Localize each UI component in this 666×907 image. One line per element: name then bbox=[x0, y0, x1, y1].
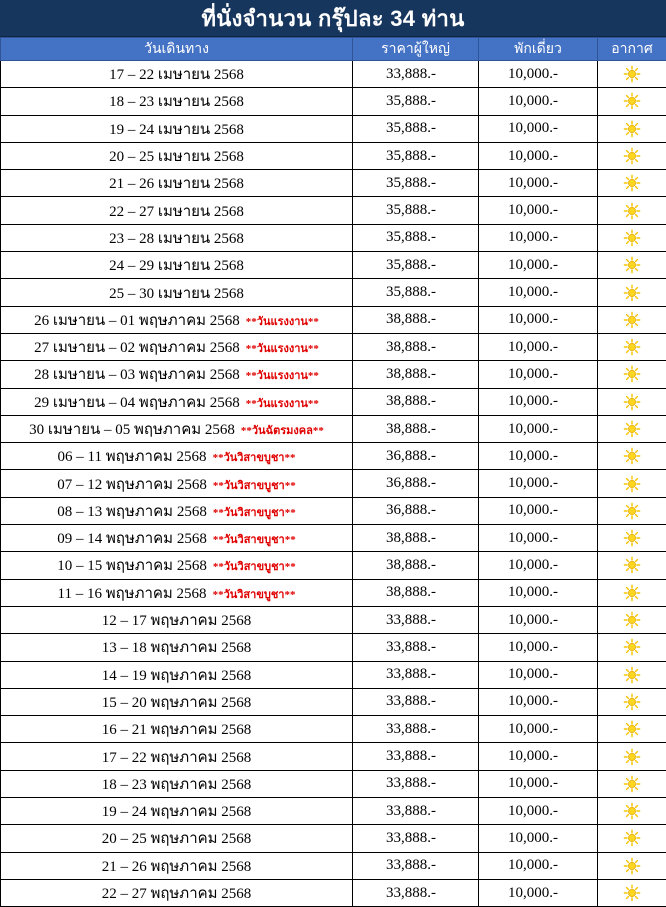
single-supplement: 10,000.- bbox=[479, 748, 558, 764]
single-supplement: 10,000.- bbox=[479, 502, 558, 518]
travel-date: 06 – 11 พฤษภาคม 2568 bbox=[58, 449, 207, 465]
travel-date-cell bbox=[1, 61, 353, 88]
weather-cell bbox=[598, 825, 666, 852]
table-row bbox=[1, 852, 666, 879]
table-row bbox=[1, 525, 666, 552]
sun-icon bbox=[623, 666, 641, 684]
sun-icon bbox=[623, 311, 641, 329]
weather-cell bbox=[598, 852, 666, 879]
single-supplement: 10,000.- bbox=[479, 885, 558, 901]
travel-date: 16 – 21 พฤษภาคม 2568 bbox=[102, 722, 252, 738]
single-supplement: 10,000.- bbox=[479, 666, 558, 682]
travel-date: 20 – 25 พฤษภาคม 2568 bbox=[102, 831, 252, 847]
adult-price: 36,888.- bbox=[353, 502, 436, 518]
single-supplement-cell bbox=[479, 497, 598, 524]
table-row bbox=[1, 361, 666, 388]
weather-cell bbox=[598, 688, 666, 715]
adult-price-cell bbox=[353, 470, 479, 497]
travel-date-cell bbox=[1, 197, 353, 224]
travel-date-cell bbox=[1, 770, 353, 797]
adult-price: 35,888.- bbox=[353, 148, 436, 164]
single-supplement: 10,000.- bbox=[479, 857, 558, 873]
single-supplement: 10,000.- bbox=[479, 366, 558, 382]
travel-date: 18 – 23 พฤษภาคม 2568 bbox=[102, 777, 252, 793]
sun-icon bbox=[623, 775, 641, 793]
table-row bbox=[1, 388, 666, 415]
sun-icon bbox=[623, 748, 641, 766]
sun-icon bbox=[623, 475, 641, 493]
holiday-note: **วันวิสาขบูชา** bbox=[213, 507, 296, 519]
travel-date-cell bbox=[1, 688, 353, 715]
travel-date-cell bbox=[1, 497, 353, 524]
travel-date: 10 – 15 พฤษภาคม 2568 bbox=[57, 558, 207, 574]
single-supplement-cell bbox=[479, 852, 598, 879]
single-supplement: 10,000.- bbox=[479, 584, 558, 600]
adult-price: 33,888.- bbox=[353, 775, 436, 791]
sun-icon bbox=[623, 365, 641, 383]
travel-date: 21 – 26 เมษายน 2568 bbox=[109, 176, 244, 192]
adult-price: 33,888.- bbox=[353, 885, 436, 901]
adult-price-cell bbox=[353, 388, 479, 415]
adult-price-cell bbox=[353, 552, 479, 579]
table-row bbox=[1, 552, 666, 579]
travel-date-cell bbox=[1, 716, 353, 743]
adult-price: 35,888.- bbox=[353, 229, 436, 245]
travel-date: 17 – 22 เมษายน 2568 bbox=[109, 67, 244, 83]
holiday-note: **วันแรงงาน** bbox=[246, 370, 319, 382]
weather-cell bbox=[598, 61, 666, 88]
adult-price: 33,888.- bbox=[353, 66, 436, 82]
table-row bbox=[1, 743, 666, 770]
single-supplement-cell bbox=[479, 770, 598, 797]
adult-price: 33,888.- bbox=[353, 639, 436, 655]
table-row bbox=[1, 661, 666, 688]
travel-date: 28 เมษายน – 03 พฤษภาคม 2568 bbox=[34, 367, 240, 383]
adult-price: 33,888.- bbox=[353, 803, 436, 819]
holiday-note: **วันวิสาขบูชา** bbox=[213, 589, 296, 601]
adult-price-cell bbox=[353, 770, 479, 797]
weather-cell bbox=[598, 661, 666, 688]
single-supplement-cell bbox=[479, 525, 598, 552]
single-supplement-cell bbox=[479, 333, 598, 360]
adult-price-cell bbox=[353, 252, 479, 279]
single-supplement-cell bbox=[479, 415, 598, 442]
adult-price: 38,888.- bbox=[353, 557, 436, 573]
travel-date: 07 – 12 พฤษภาคม 2568 bbox=[57, 477, 207, 493]
table-row bbox=[1, 688, 666, 715]
travel-date: 11 – 16 พฤษภาคม 2568 bbox=[58, 586, 207, 602]
travel-date: 22 – 27 พฤษภาคม 2568 bbox=[102, 886, 252, 902]
single-supplement-cell bbox=[479, 115, 598, 142]
single-supplement: 10,000.- bbox=[479, 393, 558, 409]
table-row bbox=[1, 252, 666, 279]
sun-icon bbox=[623, 447, 641, 465]
weather-cell bbox=[598, 798, 666, 825]
single-supplement: 10,000.- bbox=[479, 120, 558, 136]
travel-date-cell bbox=[1, 579, 353, 606]
weather-cell bbox=[598, 497, 666, 524]
table-row bbox=[1, 88, 666, 115]
single-supplement-cell bbox=[479, 361, 598, 388]
table-row bbox=[1, 115, 666, 142]
header-adult-price: ราคาผู้ใหญ่ bbox=[353, 38, 479, 61]
table-row bbox=[1, 61, 666, 88]
single-supplement-cell bbox=[479, 743, 598, 770]
travel-date-cell bbox=[1, 879, 353, 906]
weather-cell bbox=[598, 634, 666, 661]
weather-cell bbox=[598, 879, 666, 906]
weather-cell bbox=[598, 770, 666, 797]
travel-date-cell bbox=[1, 661, 353, 688]
adult-price: 33,888.- bbox=[353, 857, 436, 873]
single-supplement: 10,000.- bbox=[479, 693, 558, 709]
sun-icon bbox=[623, 693, 641, 711]
single-supplement-cell bbox=[479, 879, 598, 906]
adult-price-cell bbox=[353, 716, 479, 743]
travel-date: 27 เมษายน – 02 พฤษภาคม 2568 bbox=[34, 340, 240, 356]
adult-price-cell bbox=[353, 798, 479, 825]
header-single-supplement: พักเดี่ยว bbox=[479, 38, 598, 61]
adult-price: 33,888.- bbox=[353, 748, 436, 764]
adult-price: 35,888.- bbox=[353, 202, 436, 218]
single-supplement: 10,000.- bbox=[479, 830, 558, 846]
travel-date: 19 – 24 พฤษภาคม 2568 bbox=[102, 804, 252, 820]
adult-price-cell bbox=[353, 497, 479, 524]
sun-icon bbox=[623, 256, 641, 274]
weather-cell bbox=[598, 525, 666, 552]
single-supplement: 10,000.- bbox=[479, 557, 558, 573]
travel-date-cell bbox=[1, 743, 353, 770]
sun-icon bbox=[623, 556, 641, 574]
table-body bbox=[1, 61, 666, 907]
weather-cell bbox=[598, 88, 666, 115]
adult-price: 35,888.- bbox=[353, 175, 436, 191]
travel-date-cell bbox=[1, 88, 353, 115]
header-date: วันเดินทาง bbox=[1, 38, 353, 61]
table-row bbox=[1, 497, 666, 524]
single-supplement: 10,000.- bbox=[479, 229, 558, 245]
weather-cell bbox=[598, 552, 666, 579]
weather-cell bbox=[598, 606, 666, 633]
travel-date: 24 – 29 เมษายน 2568 bbox=[109, 258, 244, 274]
travel-date-cell bbox=[1, 224, 353, 251]
single-supplement: 10,000.- bbox=[479, 803, 558, 819]
travel-date-cell bbox=[1, 170, 353, 197]
single-supplement-cell bbox=[479, 88, 598, 115]
sun-icon bbox=[623, 120, 641, 138]
adult-price-cell bbox=[353, 525, 479, 552]
travel-date: 18 – 23 เมษายน 2568 bbox=[109, 94, 244, 110]
weather-cell bbox=[598, 142, 666, 169]
adult-price: 38,888.- bbox=[353, 530, 436, 546]
adult-price-cell bbox=[353, 743, 479, 770]
travel-date-cell bbox=[1, 115, 353, 142]
adult-price-cell bbox=[353, 634, 479, 661]
adult-price-cell bbox=[353, 415, 479, 442]
single-supplement-cell bbox=[479, 142, 598, 169]
adult-price: 38,888.- bbox=[353, 421, 436, 437]
sun-icon bbox=[623, 802, 641, 820]
single-supplement-cell bbox=[479, 798, 598, 825]
single-supplement: 10,000.- bbox=[479, 448, 558, 464]
adult-price-cell bbox=[353, 279, 479, 306]
sun-icon bbox=[623, 884, 641, 902]
weather-cell bbox=[598, 333, 666, 360]
travel-date-cell bbox=[1, 306, 353, 333]
single-supplement: 10,000.- bbox=[479, 421, 558, 437]
adult-price-cell bbox=[353, 825, 479, 852]
travel-date: 22 – 27 เมษายน 2568 bbox=[109, 204, 244, 220]
adult-price-cell bbox=[353, 170, 479, 197]
single-supplement: 10,000.- bbox=[479, 475, 558, 491]
table-row bbox=[1, 306, 666, 333]
adult-price: 38,888.- bbox=[353, 393, 436, 409]
adult-price-cell bbox=[353, 688, 479, 715]
single-supplement-cell bbox=[479, 716, 598, 743]
weather-cell bbox=[598, 224, 666, 251]
sun-icon bbox=[623, 229, 641, 247]
travel-date-cell bbox=[1, 798, 353, 825]
single-supplement-cell bbox=[479, 825, 598, 852]
adult-price: 33,888.- bbox=[353, 693, 436, 709]
adult-price-cell bbox=[353, 197, 479, 224]
travel-date: 19 – 24 เมษายน 2568 bbox=[109, 122, 244, 138]
single-supplement-cell bbox=[479, 224, 598, 251]
single-supplement: 10,000.- bbox=[479, 639, 558, 655]
travel-date: 23 – 28 เมษายน 2568 bbox=[109, 231, 244, 247]
table-row bbox=[1, 279, 666, 306]
single-supplement: 10,000.- bbox=[479, 311, 558, 327]
sun-icon bbox=[623, 638, 641, 656]
table-row bbox=[1, 634, 666, 661]
sun-icon bbox=[623, 393, 641, 411]
single-supplement-cell bbox=[479, 197, 598, 224]
sun-icon bbox=[623, 420, 641, 438]
travel-date: 29 เมษายน – 04 พฤษภาคม 2568 bbox=[34, 395, 240, 411]
adult-price-cell bbox=[353, 661, 479, 688]
header-row bbox=[1, 38, 666, 61]
single-supplement: 10,000.- bbox=[479, 66, 558, 82]
holiday-note: **วันวิสาขบูชา** bbox=[213, 452, 296, 464]
single-supplement-cell bbox=[479, 170, 598, 197]
table-row bbox=[1, 142, 666, 169]
adult-price: 35,888.- bbox=[353, 257, 436, 273]
adult-price-cell bbox=[353, 224, 479, 251]
single-supplement-cell bbox=[479, 606, 598, 633]
single-supplement: 10,000.- bbox=[479, 612, 558, 628]
adult-price-cell bbox=[353, 879, 479, 906]
single-supplement: 10,000.- bbox=[479, 148, 558, 164]
weather-cell bbox=[598, 197, 666, 224]
single-supplement-cell bbox=[479, 306, 598, 333]
travel-date: 15 – 20 พฤษภาคม 2568 bbox=[102, 695, 252, 711]
table-title: ที่นั่งจำนวน กรุ๊ปละ 34 ท่าน bbox=[0, 0, 666, 37]
single-supplement-cell bbox=[479, 688, 598, 715]
adult-price: 33,888.- bbox=[353, 666, 436, 682]
adult-price-cell bbox=[353, 579, 479, 606]
single-supplement: 10,000.- bbox=[479, 257, 558, 273]
single-supplement-cell bbox=[479, 552, 598, 579]
table-row bbox=[1, 197, 666, 224]
single-supplement: 10,000.- bbox=[479, 721, 558, 737]
weather-cell bbox=[598, 361, 666, 388]
single-supplement-cell bbox=[479, 61, 598, 88]
sun-icon bbox=[623, 829, 641, 847]
travel-date: 30 เมษายน – 05 พฤษภาคม 2568 bbox=[29, 422, 235, 438]
adult-price: 33,888.- bbox=[353, 830, 436, 846]
holiday-note: **วันวิสาขบูชา** bbox=[213, 534, 296, 546]
travel-date-cell bbox=[1, 852, 353, 879]
travel-date-cell bbox=[1, 552, 353, 579]
adult-price: 35,888.- bbox=[353, 120, 436, 136]
sun-icon bbox=[623, 338, 641, 356]
holiday-note: **วันแรงงาน** bbox=[246, 343, 319, 355]
table-header bbox=[1, 38, 666, 61]
single-supplement: 10,000.- bbox=[479, 530, 558, 546]
sun-icon bbox=[623, 502, 641, 520]
table-row bbox=[1, 879, 666, 906]
header-weather: อากาศ bbox=[598, 38, 666, 61]
price-table bbox=[0, 37, 666, 907]
adult-price-cell bbox=[353, 443, 479, 470]
adult-price: 36,888.- bbox=[353, 448, 436, 464]
adult-price: 38,888.- bbox=[353, 366, 436, 382]
single-supplement: 10,000.- bbox=[479, 93, 558, 109]
travel-date-cell bbox=[1, 142, 353, 169]
sun-icon bbox=[623, 584, 641, 602]
travel-date: 21 – 26 พฤษภาคม 2568 bbox=[102, 859, 252, 875]
single-supplement: 10,000.- bbox=[479, 202, 558, 218]
adult-price-cell bbox=[353, 88, 479, 115]
holiday-note: **วันวิสาขบูชา** bbox=[213, 561, 296, 573]
table-row bbox=[1, 470, 666, 497]
single-supplement-cell bbox=[479, 470, 598, 497]
travel-date: 14 – 19 พฤษภาคม 2568 bbox=[102, 668, 252, 684]
sun-icon bbox=[623, 720, 641, 738]
single-supplement: 10,000.- bbox=[479, 775, 558, 791]
travel-date-cell bbox=[1, 333, 353, 360]
adult-price-cell bbox=[353, 852, 479, 879]
travel-date-cell bbox=[1, 825, 353, 852]
travel-date-cell bbox=[1, 388, 353, 415]
adult-price: 35,888.- bbox=[353, 93, 436, 109]
adult-price: 35,888.- bbox=[353, 284, 436, 300]
travel-date: 12 – 17 พฤษภาคม 2568 bbox=[102, 613, 252, 629]
holiday-note: **วันวิสาขบูชา** bbox=[213, 480, 296, 492]
table-row bbox=[1, 224, 666, 251]
table-row bbox=[1, 415, 666, 442]
adult-price: 33,888.- bbox=[353, 612, 436, 628]
weather-cell bbox=[598, 579, 666, 606]
weather-cell bbox=[598, 279, 666, 306]
single-supplement: 10,000.- bbox=[479, 175, 558, 191]
sun-icon bbox=[623, 174, 641, 192]
table-row bbox=[1, 579, 666, 606]
adult-price-cell bbox=[353, 115, 479, 142]
travel-date-cell bbox=[1, 279, 353, 306]
travel-date: 20 – 25 เมษายน 2568 bbox=[109, 149, 244, 165]
single-supplement-cell bbox=[479, 279, 598, 306]
weather-cell bbox=[598, 115, 666, 142]
travel-date: 13 – 18 พฤษภาคม 2568 bbox=[102, 640, 252, 656]
adult-price: 36,888.- bbox=[353, 475, 436, 491]
sun-icon bbox=[623, 857, 641, 875]
adult-price: 38,888.- bbox=[353, 584, 436, 600]
travel-date-cell bbox=[1, 443, 353, 470]
sun-icon bbox=[623, 529, 641, 547]
adult-price-cell bbox=[353, 306, 479, 333]
single-supplement-cell bbox=[479, 661, 598, 688]
travel-date: 25 – 30 เมษายน 2568 bbox=[109, 286, 244, 302]
sun-icon bbox=[623, 202, 641, 220]
weather-cell bbox=[598, 470, 666, 497]
single-supplement-cell bbox=[479, 252, 598, 279]
weather-cell bbox=[598, 415, 666, 442]
adult-price-cell bbox=[353, 333, 479, 360]
travel-date: 09 – 14 พฤษภาคม 2568 bbox=[57, 531, 207, 547]
table-row bbox=[1, 333, 666, 360]
adult-price-cell bbox=[353, 142, 479, 169]
travel-date: 17 – 22 พฤษภาคม 2568 bbox=[102, 750, 252, 766]
table-row bbox=[1, 770, 666, 797]
travel-date-cell bbox=[1, 470, 353, 497]
travel-date: 08 – 13 พฤษภาคม 2568 bbox=[57, 504, 207, 520]
single-supplement-cell bbox=[479, 634, 598, 661]
single-supplement-cell bbox=[479, 579, 598, 606]
weather-cell bbox=[598, 306, 666, 333]
travel-date-cell bbox=[1, 525, 353, 552]
weather-cell bbox=[598, 743, 666, 770]
single-supplement-cell bbox=[479, 443, 598, 470]
table-row bbox=[1, 443, 666, 470]
sun-icon bbox=[623, 147, 641, 165]
adult-price: 33,888.- bbox=[353, 721, 436, 737]
sun-icon bbox=[623, 284, 641, 302]
weather-cell bbox=[598, 716, 666, 743]
table-row bbox=[1, 716, 666, 743]
single-supplement-cell bbox=[479, 388, 598, 415]
adult-price: 38,888.- bbox=[353, 339, 436, 355]
table-row bbox=[1, 170, 666, 197]
travel-date-cell bbox=[1, 634, 353, 661]
weather-cell bbox=[598, 252, 666, 279]
adult-price-cell bbox=[353, 361, 479, 388]
weather-cell bbox=[598, 443, 666, 470]
weather-cell bbox=[598, 388, 666, 415]
sun-icon bbox=[623, 65, 641, 83]
table-row bbox=[1, 606, 666, 633]
single-supplement: 10,000.- bbox=[479, 339, 558, 355]
sun-icon bbox=[623, 611, 641, 629]
holiday-note: **วันฉัตรมงคล** bbox=[241, 425, 324, 437]
weather-cell bbox=[598, 170, 666, 197]
travel-date-cell bbox=[1, 361, 353, 388]
single-supplement: 10,000.- bbox=[479, 284, 558, 300]
sun-icon bbox=[623, 92, 641, 110]
adult-price-cell bbox=[353, 606, 479, 633]
table-row bbox=[1, 825, 666, 852]
adult-price-cell bbox=[353, 61, 479, 88]
travel-date-cell bbox=[1, 415, 353, 442]
table-row bbox=[1, 798, 666, 825]
travel-date-cell bbox=[1, 606, 353, 633]
adult-price: 38,888.- bbox=[353, 311, 436, 327]
holiday-note: **วันแรงงาน** bbox=[246, 398, 319, 410]
travel-date: 26 เมษายน – 01 พฤษภาคม 2568 bbox=[34, 313, 240, 329]
travel-date-cell bbox=[1, 252, 353, 279]
holiday-note: **วันแรงงาน** bbox=[246, 316, 319, 328]
